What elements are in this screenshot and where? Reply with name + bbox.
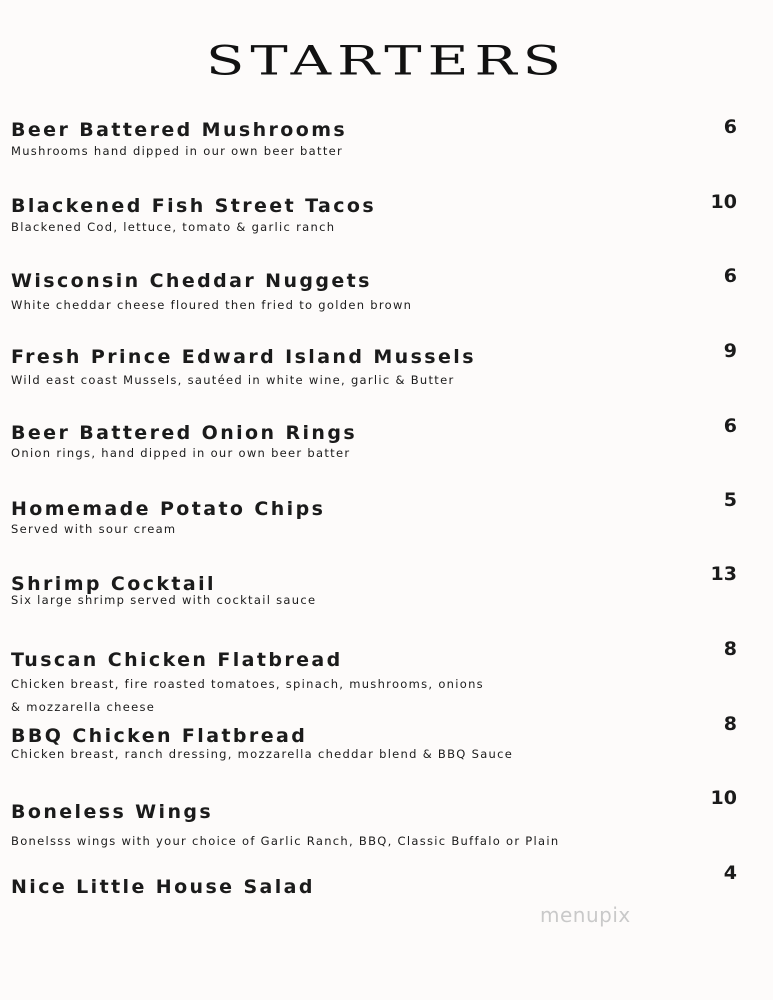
- menu-item: [11, 119, 751, 159]
- menu-item-name: Fresh Prince Edward Island Mussels: [11, 346, 476, 368]
- menu-item-price: 9: [723, 340, 737, 362]
- menu-item-price: 8: [723, 638, 737, 660]
- menu-item-name: Boneless Wings: [11, 801, 214, 823]
- menu-item-description: Chicken breast, fire roasted tomatoes, spinach, mushrooms, onions: [11, 677, 484, 691]
- menu-item-price: 10: [710, 787, 737, 809]
- menu-item-description: Bonelsss wings with your choice of Garlic Ranch, BBQ, Classic Buffalo or Plain: [11, 834, 560, 848]
- menu-item-name: Shrimp Cocktail: [11, 573, 216, 595]
- menu-item-description-cont: & mozzarella cheese: [11, 700, 156, 714]
- menu-item: [11, 498, 751, 537]
- menu-item: [11, 649, 751, 715]
- menu-item-description: Mushrooms hand dipped in our own beer batter: [11, 144, 344, 158]
- menu-item-description: Blackened Cod, lettuce, tomato & garlic ranch: [11, 220, 336, 234]
- menu-item-price: 10: [710, 191, 737, 213]
- menu-item: [11, 573, 751, 608]
- menu-item-name: Wisconsin Cheddar Nuggets: [11, 270, 372, 292]
- menu-item-description: White cheddar cheese floured then fried to golden brown: [11, 298, 413, 312]
- menu-item: [11, 801, 751, 849]
- menu-section-title: STARTERS: [205, 38, 568, 85]
- menu-item-name: Beer Battered Mushrooms: [11, 119, 348, 141]
- menu-item: [11, 195, 751, 235]
- menu-item: [11, 725, 751, 762]
- menu-item-name: BBQ Chicken Flatbread: [11, 725, 308, 747]
- menu-item: [11, 422, 751, 461]
- watermark: menupix: [540, 903, 631, 927]
- menu-item: [11, 270, 751, 313]
- menu-item-price: 6: [723, 415, 737, 437]
- menu-item: [11, 346, 751, 388]
- menu-item-name: Tuscan Chicken Flatbread: [11, 649, 343, 671]
- menu-item-price: 13: [710, 563, 737, 585]
- menu-item-price: 8: [723, 713, 737, 735]
- menu-item-description: Onion rings, hand dipped in our own beer batter: [11, 446, 351, 460]
- menu-item-description: Wild east coast Mussels, sautéed in white wine, garlic & Butter: [11, 373, 455, 387]
- menu-item-description: Chicken breast, ranch dressing, mozzarella cheddar blend & BBQ Sauce: [11, 747, 514, 761]
- menu-item-name: Nice Little House Salad: [11, 876, 315, 898]
- menu-item-description: Served with sour cream: [11, 522, 177, 536]
- menu-item-name: Homemade Potato Chips: [11, 498, 326, 520]
- menu-item-price: 4: [723, 862, 737, 884]
- menu-item-price: 6: [723, 265, 737, 287]
- menu-item-price: 5: [723, 489, 737, 511]
- menu-item-price: 6: [723, 116, 737, 138]
- menu-item-description: Six large shrimp served with cocktail sauce: [11, 593, 317, 607]
- menu-item: [11, 876, 751, 898]
- menu-item-name: Beer Battered Onion Rings: [11, 422, 358, 444]
- menu-item-name: Blackened Fish Street Tacos: [11, 195, 377, 217]
